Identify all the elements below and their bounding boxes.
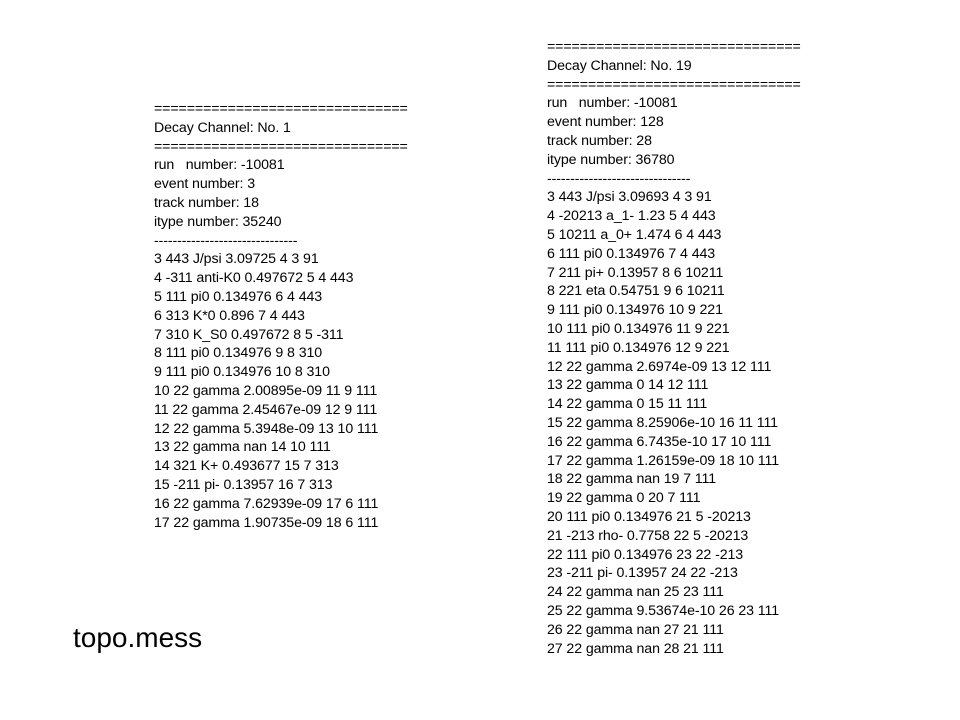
text-line: =============================== (547, 39, 801, 55)
text-line: 7 211 pi+ 0.13957 8 6 10211 (547, 264, 724, 281)
text-line: 3 443 J/psi 3.09725 4 3 91 (154, 251, 319, 268)
text-line: ------------------------------- (154, 232, 298, 249)
text-line: 5 10211 a_0+ 1.474 6 4 443 (547, 226, 722, 243)
text-line: 19 22 gamma 0 20 7 111 (547, 490, 701, 507)
text-line: 14 22 gamma 0 15 11 111 (547, 396, 708, 413)
text-line: 6 111 pi0 0.134976 7 4 443 (547, 245, 716, 262)
text-line: 15 22 gamma 8.25906e-10 16 11 111 (547, 414, 778, 431)
text-line: 8 221 eta 0.54751 9 6 10211 (547, 283, 725, 300)
text-line: 25 22 gamma 9.53674e-10 26 23 111 (547, 602, 780, 619)
text-line: Decay Channel: No. 1 (154, 119, 291, 136)
text-line: track number: 18 (154, 194, 259, 211)
text-line: 21 -213 rho- 0.7758 22 5 -20213 (547, 527, 749, 544)
text-line: 10 111 pi0 0.134976 11 9 221 (547, 320, 730, 337)
text-line: itype number: 35240 (154, 213, 282, 230)
text-line: Decay Channel: No. 19 (547, 57, 692, 74)
text-line: event number: 128 (547, 114, 664, 131)
text-line: track number: 28 (547, 132, 652, 149)
text-line: =============================== (154, 101, 408, 117)
text-line: 24 22 gamma nan 25 23 111 (547, 584, 724, 601)
text-line: itype number: 36780 (547, 151, 675, 168)
text-line: 18 22 gamma nan 19 7 111 (547, 471, 717, 488)
page-title: topo.mess (73, 622, 203, 653)
text-line: 9 111 pi0 0.134976 10 9 221 (547, 302, 723, 319)
text-line: 22 111 pi0 0.134976 23 22 -213 (547, 546, 744, 563)
text-line: 14 321 K+ 0.493677 15 7 313 (154, 458, 339, 475)
text-line: 6 313 K*0 0.896 7 4 443 (154, 307, 305, 324)
text-line: 16 22 gamma 6.7435e-10 17 10 111 (547, 433, 772, 450)
decay-channel-1-block (154, 100, 408, 532)
text-line: 4 -20213 a_1- 1.23 5 4 443 (547, 208, 716, 225)
text-line: 12 22 gamma 5.3948e-09 13 10 111 (154, 420, 379, 437)
text-line: run number: -10081 (547, 95, 678, 112)
text-line: =============================== (154, 138, 408, 155)
text-line: 23 -211 pi- 0.13957 24 22 -213 (547, 565, 738, 582)
text-line: 3 443 J/psi 3.09693 4 3 91 (547, 189, 712, 206)
text-line: 10 22 gamma 2.00895e-09 11 9 111 (154, 382, 378, 399)
decay-channel-19-block (547, 38, 801, 658)
text-line: event number: 3 (154, 176, 256, 193)
text-line: 11 22 gamma 2.45467e-09 12 9 111 (154, 401, 378, 418)
text-line: 13 22 gamma 0 14 12 111 (547, 377, 709, 394)
text-line: 20 111 pi0 0.134976 21 5 -20213 (547, 508, 751, 525)
text-line: 11 111 pi0 0.134976 12 9 221 (547, 339, 730, 356)
text-line: 8 111 pi0 0.134976 9 8 310 (154, 345, 323, 362)
text-line: 26 22 gamma nan 27 21 111 (547, 621, 724, 638)
text-line: ------------------------------- (547, 170, 691, 187)
text-line: 17 22 gamma 1.26159e-09 18 10 111 (547, 452, 780, 469)
text-line: 7 310 K_S0 0.497672 8 5 -311 (154, 326, 344, 343)
text-line: 9 111 pi0 0.134976 10 8 310 (154, 364, 330, 381)
text-line: 13 22 gamma nan 14 10 111 (154, 439, 331, 456)
text-line: 12 22 gamma 2.6974e-09 13 12 111 (547, 358, 772, 375)
text-line: =============================== (547, 76, 801, 93)
text-line: 16 22 gamma 7.62939e-09 17 6 111 (154, 495, 379, 512)
text-line: 4 -311 anti-K0 0.497672 5 4 443 (154, 270, 354, 287)
text-line: run number: -10081 (154, 157, 285, 174)
text-line: 17 22 gamma 1.90735e-09 18 6 111 (154, 514, 379, 531)
text-line: 15 -211 pi- 0.13957 16 7 313 (154, 476, 333, 493)
text-line: 27 22 gamma nan 28 21 111 (547, 640, 724, 657)
text-line: 5 111 pi0 0.134976 6 4 443 (154, 288, 323, 305)
